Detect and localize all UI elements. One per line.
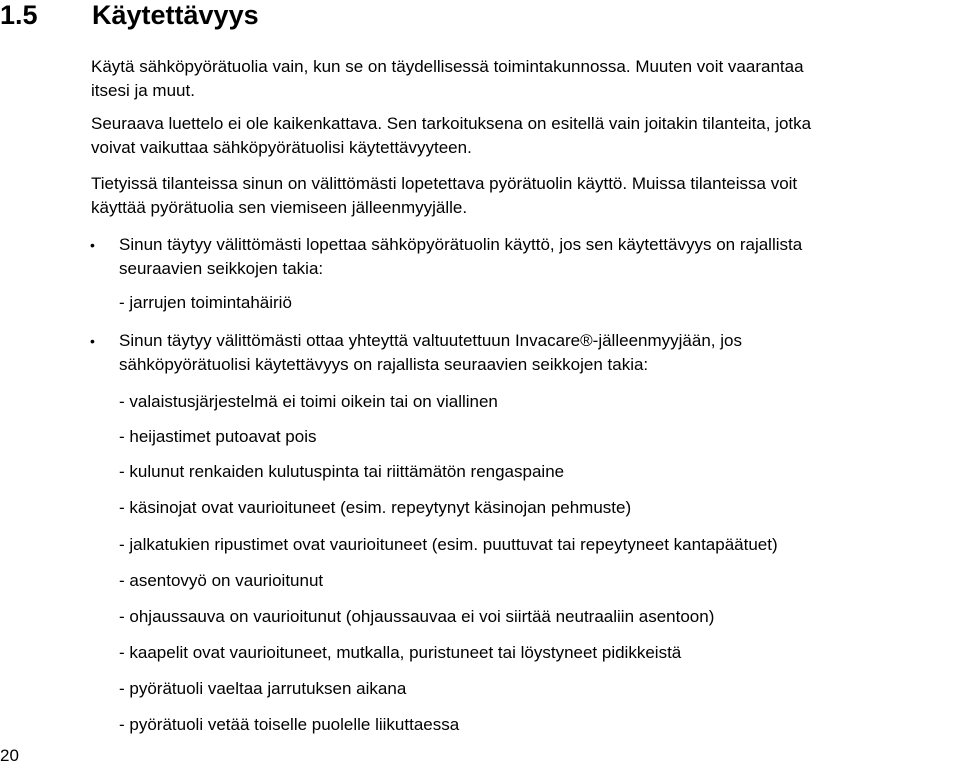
list-item: - pyörätuoli vaeltaa jarrutuksen aikana	[119, 679, 407, 698]
paragraph-line: Käytä sähköpyörätuolia vain, kun se on täydellisessä toimintakunnossa. Muuten voit vaarantaa	[91, 57, 804, 76]
paragraph-line: Seuraava luettelo ei ole kaikenkattava. Sen tarkoituksena on esitellä vain joitakin tilanteita, jotka	[91, 114, 812, 133]
list-item: - jarrujen toimintahäiriö	[119, 293, 292, 312]
bullet-text-line: seuraavien seikkojen takia:	[119, 259, 324, 278]
bullet-text-line: Sinun täytyy välittömästi lopettaa sähköpyörätuolin käyttö, jos sen käytettävyys on rajallista	[119, 235, 803, 254]
paragraph-intro	[91, 55, 804, 103]
bullet-icon: •	[90, 333, 95, 349]
list-item: - asentovyö on vaurioitunut	[119, 571, 324, 590]
list-item: - kulunut renkaiden kulutuspinta tai riittämätön rengaspaine	[119, 462, 565, 481]
list-item: - jalkatukien ripustimet ovat vaurioituneet (esim. puuttuvat tai repeytyneet kantapäätuet)	[119, 535, 778, 554]
bullet-text-line: Sinun täytyy välittömästi ottaa yhteyttä valtuutettuun Invacare®-jälleenmyyjään, jos	[119, 331, 742, 350]
section-heading	[0, 0, 259, 30]
paragraph-line: voivat vaikuttaa sähköpyörätuolisi käytettävyyteen.	[91, 138, 472, 157]
list-item: - pyörätuoli vetää toiselle puolelle liikuttaessa	[119, 715, 460, 734]
list-item: - käsinojat ovat vaurioituneet (esim. repeytynyt käsinojan pehmuste)	[119, 498, 632, 517]
paragraph-line: itsesi ja muut.	[91, 81, 195, 100]
bullet-text-line: sähköpyörätuolisi käytettävyys on rajallista seuraavien seikkojen takia:	[119, 355, 649, 374]
list-item: - ohjaussauva on vaurioitunut (ohjaussauvaa ei voi siirtää neutraaliin asentoon)	[119, 607, 715, 626]
page-number: 20	[0, 746, 19, 765]
paragraph-situations	[91, 172, 797, 220]
section-title: Käytettävyys	[92, 0, 259, 30]
paragraph-line: käyttää pyörätuolia sen viemiseen jälleenmyyjälle.	[91, 198, 468, 217]
bullet-icon: •	[90, 237, 95, 253]
paragraph-line: Tietyissä tilanteissa sinun on välittömästi lopetettava pyörätuolin käyttö. Muissa tilanteissa voit	[91, 174, 798, 193]
section-number: 1.5	[0, 0, 38, 30]
list-item: - valaistusjärjestelmä ei toimi oikein tai on viallinen	[119, 392, 498, 411]
paragraph-scope	[91, 112, 811, 160]
list-item: - heijastimet putoavat pois	[119, 427, 317, 446]
list-item: - kaapelit ovat vaurioituneet, mutkalla, puristuneet tai löystyneet pidikkeistä	[119, 643, 682, 662]
